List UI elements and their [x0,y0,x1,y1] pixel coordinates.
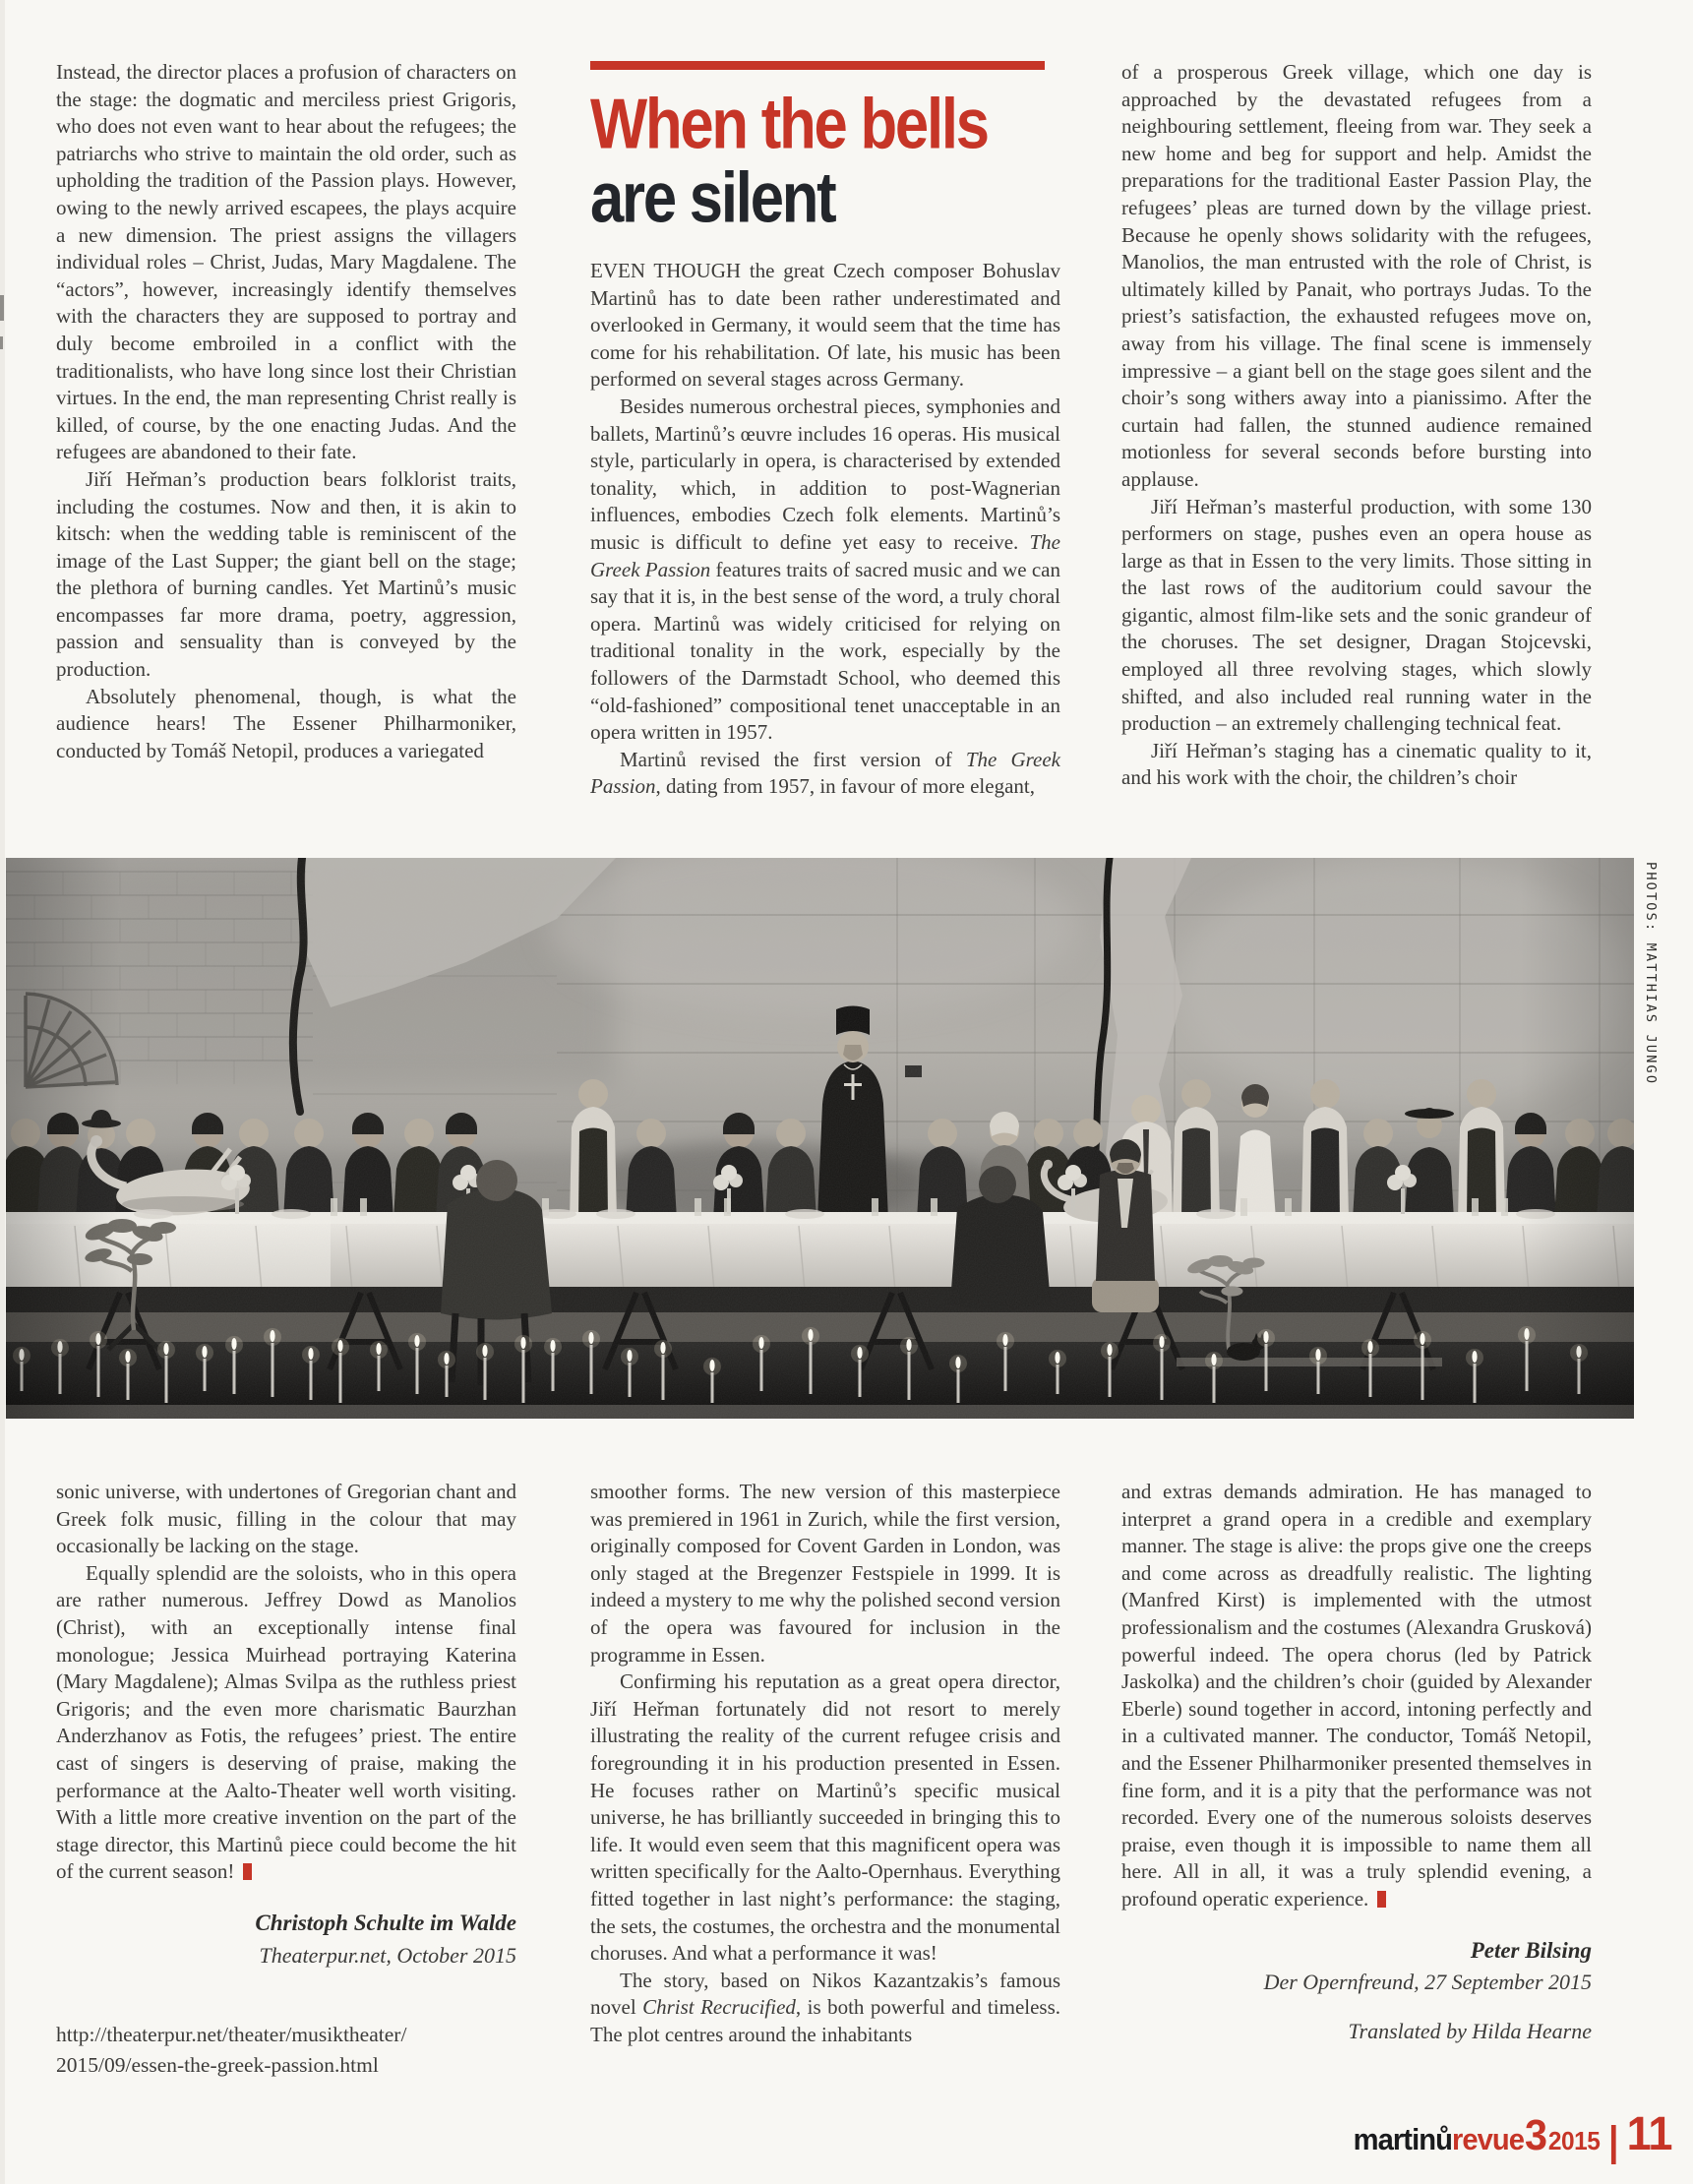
scan-edge-artifact [0,0,5,2184]
photo-credit: PHOTOS: MATTHIAS JUNGO [1643,862,1659,1086]
review-credit-left [56,1910,516,1969]
article-column-bottom-left [56,1479,516,2081]
issue-year: 2015 [1547,2126,1600,2155]
issue-number: 3 [1524,2111,1546,2159]
article-headline [590,83,1004,237]
article-body-bottom-right: and extras demands admiration. He has managed to interpret a grand opera in a credible and exemplary manner. The stage is alive: the props give one the creeps and come across as dreadfully realistic. The lighting (Manfred Kirst) is implemented with the utmost professionalism and the costumes (Alexandra Grusková) powerful indeed. The opera chorus (led by Patrick Jaskolka) and the children’s choir (guided by Alexander Eberle) sound together in accord, intoning perfectly and in a cultivated manner. The conductor, Tomáš Netopil, and the Essener Philharmoniker presented themselves in fine form, and it is a pity that the performance was not recorded. Every one of the numerous soloists deserves praise, even though it is impossible to name them all here. All in all, it was a truly splendid evening, a profound operatic experience. [1121,1480,1592,1911]
url-line-2: 2015/09/essen-the-greek-passion.html [56,2053,379,2078]
scan-speck [0,295,4,321]
footer-divider [1610,2125,1615,2164]
article-body-top-middle: EVEN THOUGH the great Czech composer Bohuslav Martinů has to date been rather underestimated and overlooked in Germany, it would seem that the time has come for his rehabilitation. Of late, his music has been performed on several stages across Germany. Besides numerous orchestral pieces, symphonies and ballets, Martinů’s œuvre includes 16 operas. His musical style, particularly in opera, is characterised by extended tonality, which, in addition to post-Wagnerian influences, embodies Czech folk elements. Martinů’s music is difficult to define yet easy to receive. The Greek Passion features traits of sacred music and we can say that it is, in the best sense of the word, a truly choral opera. Martinů was widely criticised for relying on traditional tonality in the work, especially by the followers of the Darmstadt School, who deemed this “old-fashioned” compositional tenet unacceptable in an opera written in 1957. Martinů revised the first version of The Greek Passion, dating from 1957, in favour of more elegant, [590,259,1061,799]
headline-line-1: When the bells [590,83,988,163]
magazine-brand-revue: revue [1451,2122,1524,2156]
article-source-url [56,2020,516,2081]
page-footer [1353,2107,1671,2161]
page-number: 11 [1626,2108,1671,2160]
scan-speck [0,336,3,349]
headline-red-rule [590,61,1045,70]
article-column-bottom-middle: smoother forms. The new version of this masterpiece was premiered in 1961 in Zurich, while the first version, originally composed for Covent Garden in London, was only staged at the Bregenzer Festspiele in 1999. It is indeed a mystery to me why the polished second version of the opera was favoured for inclusion in the programme in Essen. Confirming his reputation as a great opera director, Jiří Heřman fortunately did not resort to merely illustrating the reality of the current refugee crisis and foregrounding it in his production presented in Essen. He focuses rather on Martinů’s specific musical universe, he has brilliantly succeeded in bringing this to life. It would even seem that this magnificent opera was written specifically for the Aalto-Opernhaus. Everything fitted together in last night’s performance: the staging, the sets, the costumes, the orchestra and the monumental choruses. And what a performance it was! The story, based on Nikos Kazantzakis’s famous novel Christ Recrucified, is both powerful and timeless. The plot centres around the inhabitants [590,1480,1061,2046]
article-column-top-middle [590,61,1060,801]
article-column-top-right: of a prosperous Greek village, which one day is approached by the devastated refugees from a neighbouring settlement, fleeing from war. They seek a new home and beg for support and help. Amidst the preparations for the traditional Easter Passion Play, the refugees’ pleas are turned down by the village priest. Because he openly shows solidarity with the refugees, Manolios, the man entrusted with the role of Christ, is ultimately killed by Panait, who portrays Judas. To the priest’s satisfaction, the exhausted refugees move on, away from his village. The final scene is immensely impressive – a giant bell on the stage goes silent and the choir’s song withers away into a pianissimo. After the curtain had fallen, the stunned audience remained motionless for several seconds before bursting into applause. Jiří Heřman’s masterful production, with some 130 performers on stage, pushes even an opera house as large as that in Essen to the very limits. Those sitting in the last rows of the auditorium could savour the gigantic, almost film-like sets and the sonic grandeur of the choruses. The set designer, Dragan Stojcevski, employed all three revolving stages, which slowly shifted, and also included real running water in the production – an extremely challenging technical feat. Jiří Heřman’s staging has a cinematic quality to it, and his work with the choir, the children’s choir [1121,60,1592,790]
review-credit-right [1121,1937,1592,1996]
magazine-brand-martinu: martinů [1353,2122,1452,2156]
article-column-top-left: Instead, the director places a profusion of characters on the stage: the dogmatic and merciless priest Grigoris, who does not even want to hear about the refugees; the patriarchs who strive to maintain the old order, such as upholding the tradition of the Passion plays. However, owing to the newly arrived escapees, the plays acquire a new dimension. The priest assigns the villagers individual roles – Christ, Judas, Mary Magdalene. The “actors”, however, increasingly identify themselves with the characters they are supposed to portray and duly become embroiled in a conflict with the traditionalists, who have long since lost their Christian virtues. In the end, the man representing Christ really is killed, of course, by the one enacting Judas. And the refugees are abandoned to their fate. Jiří Heřman’s production bears folklorist traits, including the costumes. Now and then, it is akin to kitsch: when the wedding table is reminiscent of the image of the Last Supper; the giant bell on the stage; the plethora of burning candles. Yet Martinů’s music encompasses far more drama, poetry, aggression, passion and sensuality than is conveyed by the production. Absolutely phenomenal, though, is what the audience hears! The Essener Philharmoniker, conducted by Tomáš Netopil, produces a variegated [56,60,516,762]
author-name: Christoph Schulte im Walde [255,1910,516,1935]
article-body-bottom-left: sonic universe, with undertones of Gregorian chant and Greek folk music, filling in the colour that may occasionally be lacking on the stage. Equally splendid are the soloists, who in this opera are rather numerous. Jeffrey Dowd as Manolios (Christ), with an exceptionally intense final monologue; Jessica Muirhead portraying Katerina (Mary Magdalene); Almas Svilpa as the ruthless priest Grigoris; and the even more charismatic Baurzhan Anderzhanov as Fotis, the refugees’ priest. The entire cast of singers is deserving of praise, making the performance at the Aalto-Theater well worth visiting. With a little more creative invention on the part of the stage director, this Martinů piece could become the hit of the current season! [56,1480,516,1884]
url-line-1: http://theaterpur.net/theater/musiktheater/ [56,2023,407,2047]
translator-credit: Translated by Hilda Hearne [1348,2018,1592,2043]
stage-photo [6,858,1634,1419]
source-citation: Der Opernfreund, 27 September 2015 [1263,1970,1592,1995]
headline-line-2: are silent [590,156,835,237]
article-column-bottom-right [1121,1479,1592,2044]
author-name: Peter Bilsing [1470,1937,1592,1963]
source-citation: Theaterpur.net, October 2015 [259,1942,516,1968]
